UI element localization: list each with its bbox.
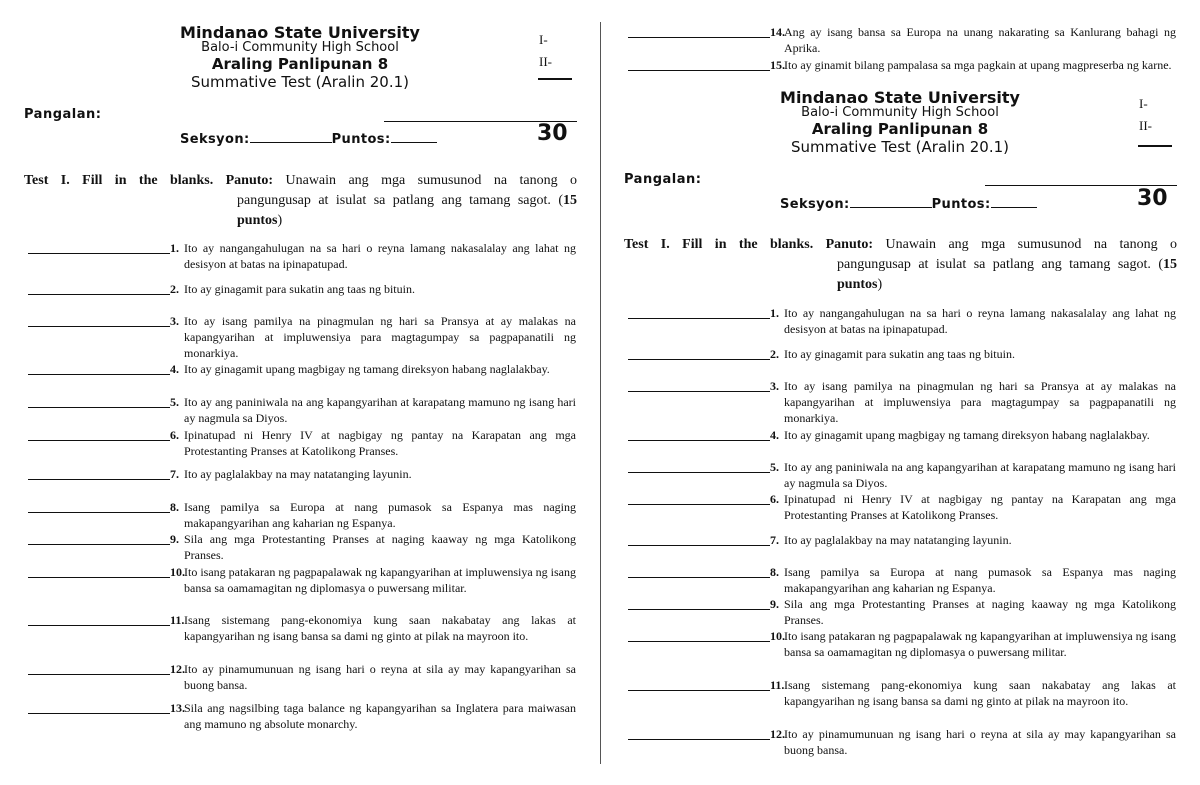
question-item	[628, 596, 1176, 628]
question-number: 11.	[170, 613, 185, 627]
question-text: Sila ang mga Protestanting Pranses at naging kaaway ng mga Katolikong Pranses.	[784, 597, 1176, 627]
question-number: 14.	[770, 25, 785, 39]
question-item	[28, 240, 576, 272]
question-item	[28, 394, 576, 426]
instructions	[624, 235, 1177, 295]
answer-blank[interactable]	[28, 544, 170, 545]
question-text: Isang sistemang pang-ekonomiya kung saan nakabatay ang lakas at kapangyarihan ng isang bansa sa dami ng ginto at pilak na mayroon ito.	[784, 678, 1176, 708]
question-item	[28, 661, 576, 693]
seksyon-row	[780, 196, 1037, 212]
answer-blank[interactable]	[628, 504, 770, 505]
answer-blank[interactable]	[628, 690, 770, 691]
question-item	[628, 305, 1176, 337]
question-number: 8.	[170, 500, 179, 514]
question-item	[628, 564, 1176, 596]
question-item	[628, 57, 1176, 73]
answer-blank[interactable]	[28, 294, 170, 295]
pangalan-label: Pangalan:	[624, 172, 702, 187]
question-text: Ito isang patakaran ng pagpapalawak ng kapangyarihan at impluwensiya ng isang bansa sa oamamagitan ng diplomasya o puwersang militar.	[784, 629, 1176, 659]
answer-blank[interactable]	[628, 440, 770, 441]
answer-blank[interactable]	[628, 545, 770, 546]
question-item	[28, 700, 576, 732]
answer-blank[interactable]	[28, 512, 170, 513]
answer-blank[interactable]	[628, 318, 770, 319]
question-number: 15.	[770, 58, 785, 72]
question-item	[628, 491, 1176, 523]
question-item	[628, 532, 1176, 548]
answer-blank[interactable]	[28, 625, 170, 626]
instruction-close: )	[277, 213, 283, 228]
puntos-label: Puntos:	[331, 132, 391, 147]
panuto-label: Panuto:	[825, 237, 874, 252]
question-text: Ito ay isang pamilya na pinagmulan ng hari sa Pransya at ay malakas na kapangyarihan at impluwensiya para magtagumpay sa pagpapanatili ng monarkiya.	[184, 314, 576, 360]
answer-blank[interactable]	[28, 713, 170, 714]
question-number: 2.	[170, 282, 179, 296]
question-text: Ito ay ang paniniwala na ang kapangyarihan at karapatang mamuno ng isang hari ay nagmula sa Diyos.	[784, 460, 1176, 490]
instructions	[24, 171, 577, 231]
question-number: 4.	[170, 362, 179, 376]
question-number: 9.	[770, 597, 779, 611]
question-text: Ito ay ginagamit upang magbigay ng tamang direksyon habang naglalakbay.	[184, 362, 550, 376]
question-item	[28, 313, 576, 361]
answer-blank[interactable]	[28, 479, 170, 480]
score-rule	[1138, 145, 1172, 147]
question-text: Ito ay ginagamit para sukatin ang taas ng bituin.	[784, 347, 1015, 361]
question-item	[28, 531, 576, 563]
question-text: Ito ay paglalakbay na may natatanging layunin.	[784, 533, 1012, 547]
answer-blank[interactable]	[628, 37, 770, 38]
answer-blank[interactable]	[628, 70, 770, 71]
question-text: Isang pamilya sa Europa at nang pumasok sa Espanya mas naging makapangyarihan ang kaharian ng Espanya.	[184, 500, 576, 530]
seksyon-label: Seksyon:	[780, 197, 850, 212]
question-number: 6.	[770, 492, 779, 506]
seksyon-row	[180, 131, 437, 147]
total-score: 30	[537, 121, 568, 146]
school-name: Balo-i Community High School	[801, 105, 999, 120]
test-title: Summative Test (Aralin 20.1)	[790, 138, 1009, 156]
puntos-blank[interactable]	[391, 131, 437, 143]
answer-blank[interactable]	[628, 641, 770, 642]
right-header	[750, 89, 1050, 156]
answer-blank[interactable]	[628, 359, 770, 360]
points-text: 15 puntos	[237, 193, 577, 228]
test-title: Summative Test (Aralin 20.1)	[190, 73, 409, 91]
answer-blank[interactable]	[628, 609, 770, 610]
question-number: 7.	[770, 533, 779, 547]
answer-blank[interactable]	[28, 326, 170, 327]
roman-i: I-	[539, 32, 548, 47]
seksyon-label: Seksyon:	[180, 132, 250, 147]
answer-blank[interactable]	[28, 440, 170, 441]
answer-blank[interactable]	[628, 391, 770, 392]
question-text: Ito ay paglalakbay na may natatanging layunin.	[184, 467, 412, 481]
question-text: Ito ay isang pamilya na pinagmulan ng hari sa Pransya at ay malakas na kapangyarihan at impluwensiya para magtagumpay sa pagpapanatili ng monarkiya.	[784, 379, 1176, 425]
subject-title: Araling Panlipunan 8	[211, 55, 389, 73]
question-item	[628, 378, 1176, 426]
question-text: Sila ang nagsilbing taga balance ng kapangyarihan sa Inglatera para maiwasan ang mamuno ng absolute monarchy.	[184, 701, 576, 731]
puntos-label: Puntos:	[931, 197, 991, 212]
question-text: Ang ay isang bansa sa Europa na unang nakarating sa Kanlurang bahagi ng Aprika.	[784, 25, 1176, 55]
answer-blank[interactable]	[28, 374, 170, 375]
question-text: Isang sistemang pang-ekonomiya kung saan nakabatay ang lakas at kapangyarihan ng isang bansa sa dami ng ginto at pilak na mayroon ito.	[184, 613, 576, 643]
question-item	[628, 628, 1176, 660]
question-number: 4.	[770, 428, 779, 442]
seksyon-blank[interactable]	[850, 196, 932, 208]
answer-blank[interactable]	[628, 739, 770, 740]
question-text: Sila ang mga Protestanting Pranses at naging kaaway ng mga Katolikong Pranses.	[184, 532, 576, 562]
question-item	[628, 346, 1176, 362]
page-divider	[600, 22, 601, 764]
question-text: Ito ay ginamit bilang pampalasa sa mga pagkain at upang magpreserba ng karne.	[784, 58, 1172, 72]
puntos-blank[interactable]	[991, 196, 1037, 208]
instruction-close: )	[877, 277, 883, 292]
test-label: Test I. Fill in the blanks.	[624, 237, 814, 252]
question-item	[28, 361, 576, 377]
question-number: 10.	[770, 629, 785, 643]
question-text: Isang pamilya sa Europa at nang pumasok sa Espanya mas naging makapangyarihan ang kaharian ng Espanya.	[784, 565, 1176, 595]
question-text: Ito ay pinamumunuan ng isang hari o reyna at sila ay may kapangyarihan sa buong bansa.	[784, 727, 1176, 757]
roman-ii: II-	[1139, 118, 1152, 133]
points-text: 15 puntos	[837, 257, 1177, 292]
question-text: Ito ay ginagamit para sukatin ang taas ng bituin.	[184, 282, 415, 296]
question-number: 1.	[770, 306, 779, 320]
question-text: Ito ay ang paniniwala na ang kapangyarihan at karapatang mamuno ng isang hari ay nagmula sa Diyos.	[184, 395, 576, 425]
question-item	[628, 726, 1176, 758]
school-name: Balo-i Community High School	[201, 40, 399, 55]
question-number: 12.	[770, 727, 785, 741]
left-header	[150, 24, 450, 91]
panuto-label: Panuto:	[225, 173, 274, 188]
answer-blank[interactable]	[28, 674, 170, 675]
question-number: 7.	[170, 467, 179, 481]
pangalan-label: Pangalan:	[24, 107, 102, 122]
answer-blank[interactable]	[28, 577, 170, 578]
question-item	[28, 564, 576, 596]
question-text: Ito ay ginagamit upang magbigay ng tamang direksyon habang naglalakbay.	[784, 428, 1150, 442]
roman-ii: II-	[539, 54, 552, 69]
question-number: 12.	[170, 662, 185, 676]
question-number: 5.	[170, 395, 179, 409]
question-number: 2.	[770, 347, 779, 361]
question-item	[28, 612, 576, 644]
question-item	[628, 459, 1176, 491]
university-name: Mindanao State University	[180, 23, 420, 42]
question-item	[628, 427, 1176, 443]
question-text: Ito isang patakaran ng pagpapalawak ng kapangyarihan at impluwensiya ng isang bansa sa oamamagitan ng diplomasya o puwersang militar.	[184, 565, 576, 595]
instruction-text-a: Unawain ang mga sumusunod na tanong o	[285, 173, 577, 188]
question-number: 3.	[770, 379, 779, 393]
answer-blank[interactable]	[628, 577, 770, 578]
question-item	[28, 281, 576, 297]
question-number: 11.	[770, 678, 785, 692]
question-text: Ito ay pinamumunuan ng isang hari o reyna at sila ay may kapangyarihan sa buong bansa.	[184, 662, 576, 692]
score-rule	[538, 78, 572, 80]
question-text: Ipinatupad ni Henry IV at nagbigay ng pantay na Karapatan ang mga Protestanting Pranses at Katolikong Pranses.	[784, 492, 1176, 522]
question-item	[28, 427, 576, 459]
question-number: 5.	[770, 460, 779, 474]
question-item	[28, 499, 576, 531]
roman-i: I-	[1139, 96, 1148, 111]
question-number: 1.	[170, 241, 179, 255]
instruction-text-b: pangungusap at isulat sa patlang ang tamang sagot. (	[237, 193, 563, 208]
question-item	[28, 466, 576, 482]
question-text: Ipinatupad ni Henry IV at nagbigay ng pantay na Karapatan ang mga Protestanting Pranses at Katolikong Pranses.	[184, 428, 576, 458]
subject-title: Araling Panlipunan 8	[811, 120, 989, 138]
question-number: 6.	[170, 428, 179, 442]
question-item	[628, 24, 1176, 56]
seksyon-blank[interactable]	[250, 131, 332, 143]
question-number: 13.	[170, 701, 185, 715]
question-number: 3.	[170, 314, 179, 328]
question-number: 9.	[170, 532, 179, 546]
answer-blank[interactable]	[28, 253, 170, 254]
instruction-text-b: pangungusap at isulat sa patlang ang tamang sagot. (	[837, 257, 1163, 272]
answer-blank[interactable]	[28, 407, 170, 408]
answer-blank[interactable]	[628, 472, 770, 473]
question-text: Ito ay nangangahulugan na sa hari o reyna lamang nakasalalay ang lahat ng desisyon at batas na ipinapatupad.	[784, 306, 1176, 336]
total-score: 30	[1137, 186, 1168, 211]
question-text: Ito ay nangangahulugan na sa hari o reyna lamang nakasalalay ang lahat ng desisyon at batas na ipinapatupad.	[184, 241, 576, 271]
question-number: 10.	[170, 565, 185, 579]
university-name: Mindanao State University	[780, 88, 1020, 107]
instruction-text-a: Unawain ang mga sumusunod na tanong o	[885, 237, 1177, 252]
question-number: 8.	[770, 565, 779, 579]
test-label: Test I. Fill in the blanks.	[24, 173, 214, 188]
question-item	[628, 677, 1176, 709]
